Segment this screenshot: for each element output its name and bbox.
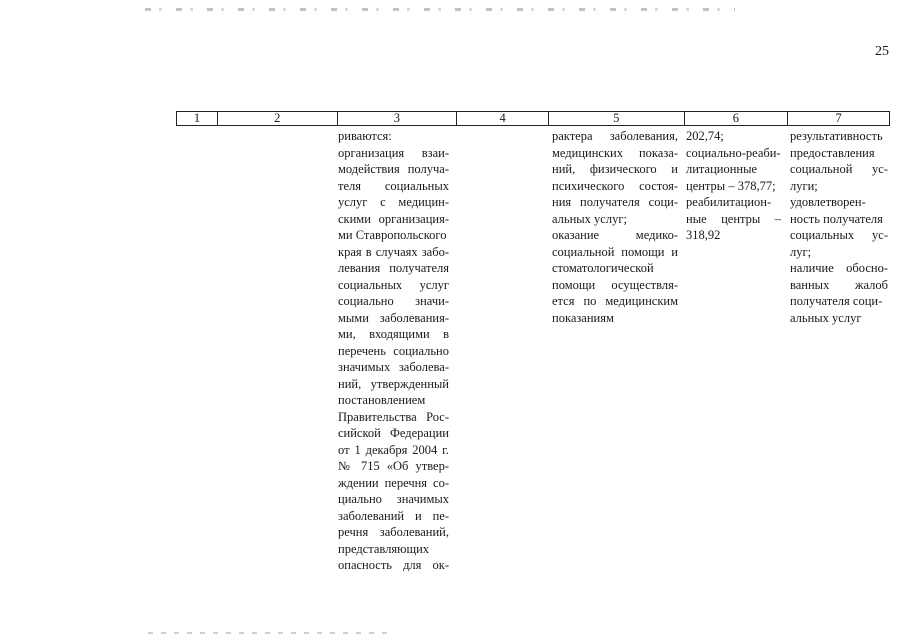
text-line: стоматологической [552, 261, 654, 275]
text-line: альных услуг; [552, 211, 627, 226]
column-header-3: 3 [337, 112, 457, 125]
text-line: удовлетворен- [790, 195, 866, 209]
page-number: 25 [875, 44, 889, 59]
text-line: рактера заболевания, [552, 129, 678, 143]
text-line: 318,92 [686, 228, 721, 242]
text-line: предоставления [790, 145, 875, 160]
text-line: скими организация- [338, 211, 449, 226]
column-3-text [338, 128, 449, 574]
text-line: представляющих [338, 541, 430, 556]
text-line: центры – 378,77; [686, 178, 776, 193]
column-header-1: 1 [193, 111, 201, 125]
text-line: услуг с медицин- [338, 195, 449, 209]
text-line: ния получателя соци- [552, 195, 678, 209]
column-header-4: 4 [456, 112, 548, 125]
text-line: показаниям [552, 310, 614, 325]
text-line: ми Ставропольского [338, 228, 447, 242]
column-7-text [790, 128, 888, 326]
text-line: от 1 декабря 2004 г. [338, 442, 449, 457]
text-line: перечень социально [338, 343, 449, 358]
text-line: ванных жалоб [790, 277, 888, 292]
text-line: ность получателя [790, 211, 883, 226]
text-line: № 715 «Об утвер- [338, 459, 449, 473]
text-line: 202,74; [686, 129, 724, 143]
table-header-row [176, 111, 890, 126]
text-line: значимых заболева- [338, 360, 449, 374]
text-line: сийской Федерации [338, 426, 449, 440]
text-line: луг; [790, 244, 812, 259]
text-line: края в случаях забо- [338, 244, 449, 259]
text-line: риваются: [338, 129, 392, 143]
text-line: литационные [686, 162, 758, 176]
text-line: мыми заболевания- [338, 310, 449, 325]
text-line: ми, входящими в [338, 327, 449, 341]
text-line: ждении перечня со- [338, 475, 449, 490]
text-line: помощи осуществля- [552, 277, 678, 292]
text-line: социально значи- [338, 294, 449, 308]
text-line: социальной ус- [790, 162, 888, 176]
column-6-text [686, 128, 781, 244]
scan-artifact-top [145, 8, 735, 11]
text-line: опасность для ок- [338, 558, 449, 572]
text-line: речня заболеваний, [338, 525, 449, 539]
text-line: социальных услуг [338, 277, 449, 292]
text-line: циально значимых [338, 492, 449, 506]
text-line: социальных ус- [790, 228, 888, 242]
text-line: ний, утвержденный [338, 376, 449, 391]
text-line: заболеваний и пе- [338, 508, 449, 523]
text-line: ется по медицинским [552, 294, 678, 308]
text-line: ные центры – [686, 211, 781, 226]
text-line: социальной помощи и [552, 244, 678, 259]
text-line: теля социальных [338, 178, 449, 193]
column-5-text [552, 128, 678, 326]
text-line: организация взаи- [338, 145, 449, 160]
column-header-6: 6 [684, 112, 788, 125]
text-line: луги; [790, 178, 818, 193]
column-header-5: 5 [548, 112, 684, 125]
text-line: Правительства Рос- [338, 409, 449, 424]
text-line: медицинских показа- [552, 145, 678, 160]
scan-artifact-bottom [148, 632, 388, 634]
column-header-2: 2 [217, 112, 337, 125]
text-line: ний, физического и [552, 162, 678, 176]
text-line: получателя соци- [790, 294, 883, 308]
text-line: модействия получа- [338, 162, 449, 176]
column-header-7: 7 [787, 112, 889, 125]
text-line: психического состоя- [552, 178, 678, 193]
text-line: социально-реаби- [686, 145, 781, 160]
text-line: оказание медико- [552, 228, 678, 242]
text-line: постановлением [338, 393, 426, 407]
text-line: наличие обосно- [790, 261, 888, 275]
text-line: альных услуг [790, 310, 862, 325]
text-line: реабилитацион- [686, 195, 772, 209]
text-line: левания получателя [338, 261, 449, 275]
text-line: результативность [790, 129, 883, 143]
